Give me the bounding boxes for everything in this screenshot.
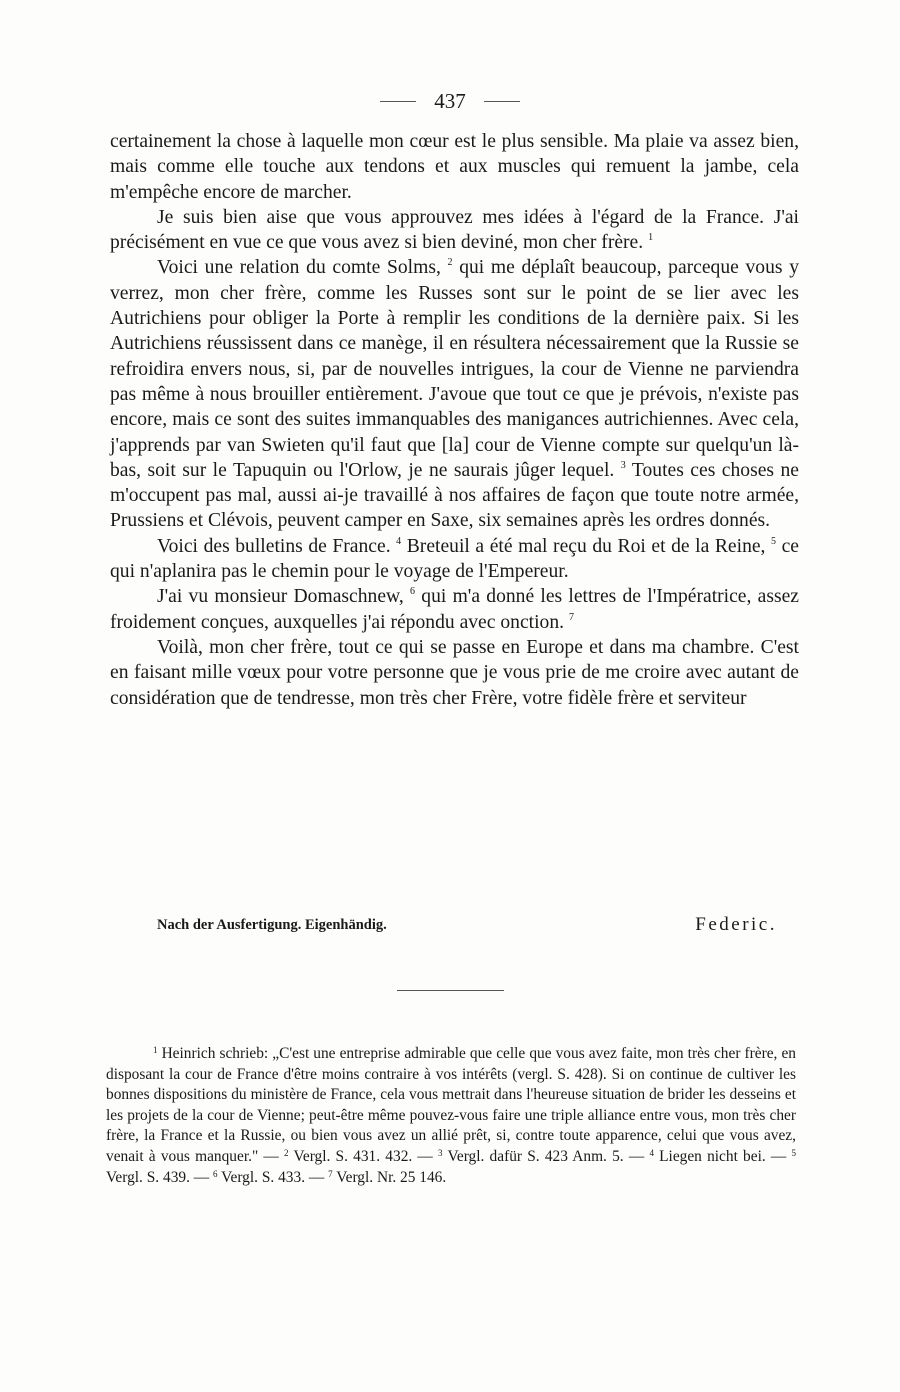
body-text: ce qui n'aplanira pas le chemin pour le voyage de l'Empereur.	[110, 535, 799, 583]
page-number: 437	[434, 88, 466, 113]
footnote-number: 1	[153, 1045, 158, 1055]
body-text: qui me déplaît beaucoup, parceque vous y verrez, mon cher frère, comme les Russes sont sur le point de se lier avec les Autrichiens pour obliger la Porte à remplir les conditions de la dernière paix. Si les Autrichiens réussissent dans ce manège, il en résultera nécessairement que la Russie se refroidira envers nous, si, par de nouvelles intrigues, la cour de Vienne ne parviendra pas même à nous brouiller entièrement. J'avoue que tout ce que je prévois, n'existe pas encore, mais ce sont des suites immanquables des manigances autrichiennes. Avec cela, j'apprends par van Swieten qu'il faut que [la] cour de Vienne compte sur quelqu'un là-bas, soit sur le Tapuquin ou l'Orlow, je ne saurais jûger lequel.	[110, 257, 799, 481]
body-text: J'ai vu monsieur Domaschnew,	[157, 586, 411, 608]
footnotes	[106, 1044, 796, 1188]
footnote-text: Vergl. Nr. 25 146.	[332, 1168, 447, 1186]
body-text: Voilà, mon cher frère, tout ce qui se passe en Europe et dans ma chambre. C'est en faisant mille vœux pour votre personne que je vous prie de me croire avec autant de considération que de tendresse, mon très cher Frère, votre fidèle frère et serviteur	[110, 636, 799, 709]
footnote-number: 5	[791, 1147, 796, 1158]
page-header	[0, 84, 900, 118]
footnote-reference: 5	[771, 535, 777, 547]
body-text: certainement la chose à laquelle mon cœur est le plus sensible. Ma plaie va assez bien, mais comme elle touche aux tendons et aux muscles qui remuent la jambe, cela m'empêche encore de marcher.	[110, 131, 799, 203]
footnote-reference: 3	[620, 459, 626, 471]
header-rule-left	[380, 101, 416, 102]
footnote-number: 3	[438, 1147, 443, 1158]
header-rule-right	[484, 101, 520, 102]
footnote-reference: 6	[410, 586, 416, 598]
body-paragraph	[110, 205, 799, 256]
footnote-text: Vergl. S. 439. —	[106, 1168, 214, 1186]
body-text: Toutes ces choses ne m'occupent pas mal, aussi ai-je travaillé à nos affaires de façon que toute notre armée, Prussiens et Clévois, peuvent camper en Saxe, six semaines après les ordres donnés.	[110, 459, 799, 532]
footnote-separator	[397, 990, 504, 991]
footnote-reference: 2	[447, 257, 453, 269]
footnote-text: Vergl. S. 431. 432. —	[288, 1147, 439, 1165]
source-note: Nach der Ausfertigung. Eigenhändig.	[157, 916, 387, 933]
footnote-text: Liegen nicht bei. —	[653, 1147, 792, 1165]
body-text: qui m'a donné les lettres de l'Impératrice, assez froidement conçues, auxquelles j'ai répondu avec onction.	[110, 586, 799, 633]
body-text: Breteuil a été mal reçu du Roi et de la Reine,	[401, 535, 772, 557]
body-paragraph	[110, 534, 799, 585]
footnote-text: Vergl. S. 433. —	[217, 1168, 329, 1186]
body-paragraph	[110, 635, 799, 711]
footnote-reference: 7	[568, 611, 574, 623]
footnote-reference: 1	[648, 232, 654, 244]
body-paragraph	[110, 584, 799, 635]
footnote-number: 6	[213, 1168, 218, 1179]
body-paragraph	[110, 255, 799, 533]
body-text: Je suis bien aise que vous approuvez mes idées à l'égard de la France. J'ai précisément en vue ce que vous avez si bien deviné, mon cher frère.	[110, 206, 799, 254]
letter-body	[110, 129, 799, 711]
footnote-paragraph	[106, 1044, 796, 1188]
footnote-reference: 4	[396, 535, 402, 547]
body-text: Voici des bulletins de France.	[157, 535, 397, 557]
body-paragraph	[110, 129, 799, 205]
footnote-text: Vergl. dafür S. 423 Anm. 5. —	[442, 1147, 650, 1165]
signature: Federic.	[695, 914, 777, 935]
footnote-number: 4	[649, 1147, 654, 1158]
body-text: Voici une relation du comte Solms,	[157, 257, 448, 279]
footnote-number: 2	[284, 1147, 289, 1158]
closing-line	[157, 910, 777, 940]
footnote-number: 7	[328, 1168, 333, 1179]
footnote-text: Heinrich schrieb: „C'est une entreprise admirable que celle que vous avez faite, mon très cher frère, en disposant la cour de France d'être moins contraire à vos intérêts (vergl. S. 428). Si on continue de cultiver les bonnes dispositions du ministère de France, cela vous mettrait dans l'heureuse situation de brider les desseins et les projets de la cour de Vienne; peut-être même pouvez-vous faire une triple alliance entre vous, mon très cher frère, la France et la Russie, ou bien vous avez un allié prêt, si, contre toute apparence, celui que vous avez, venait à vous manquer." —	[106, 1045, 796, 1165]
